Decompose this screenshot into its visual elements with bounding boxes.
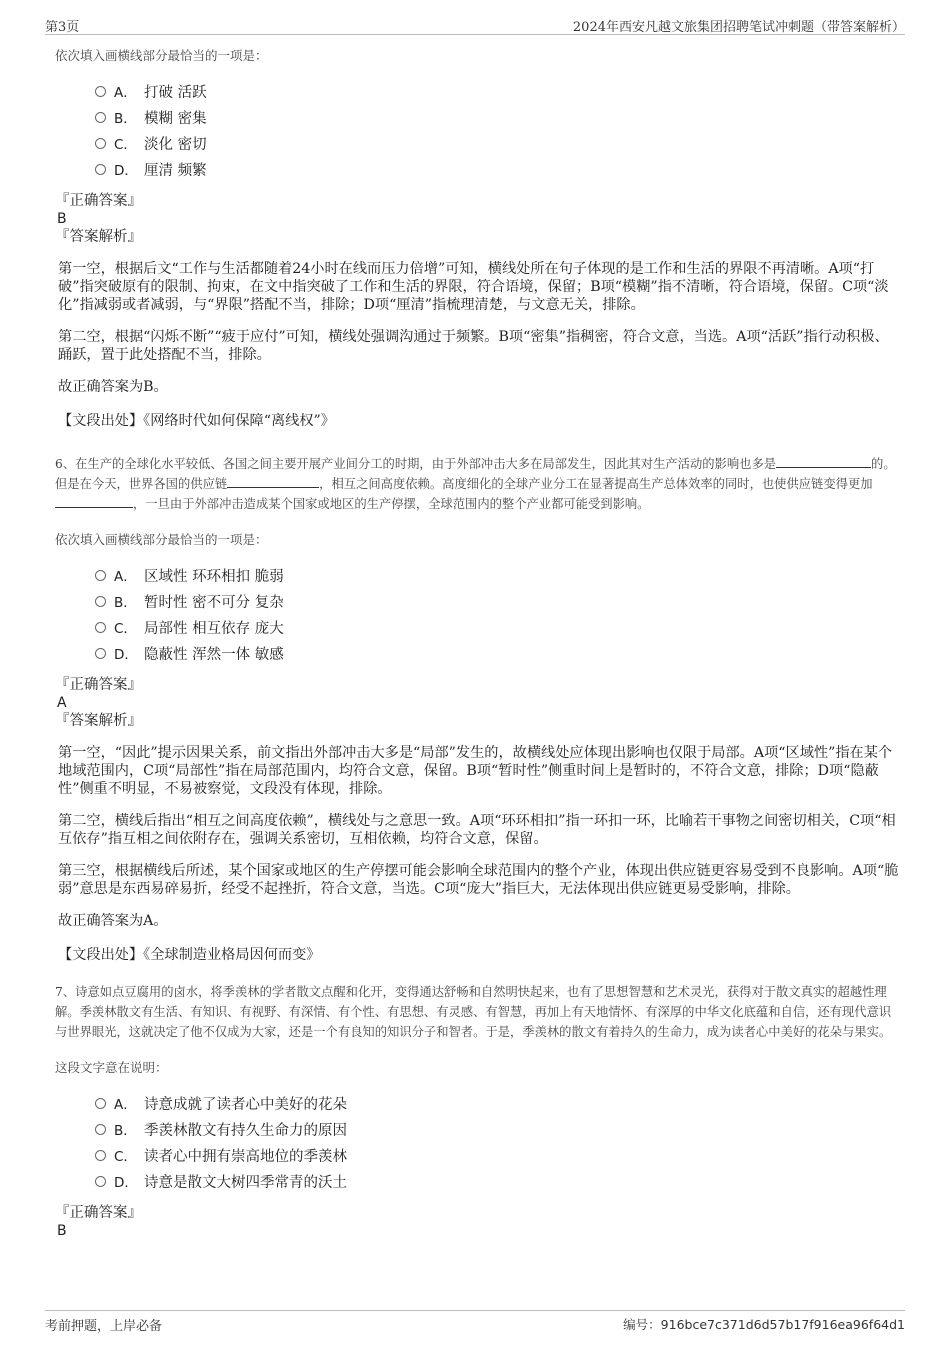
q5-analysis-1: 第一空，根据后文“工作与生活都随着24小时在线而压力倍增”可知，横线处所在句子体现的是工作和生活的界限不再清晰。A项“打破”指突破原有的限制、拘束，在文中指突破了工作和生活的界限，符合语境，保留；B项“模糊”指不清晰，符合语境，保留。C项“淡化”指减弱或者减弱，与“界限”搭配不当，排除；D项“厘清”指梳理清楚，与文意无关，排除。 xyxy=(58,261,889,313)
footer-slogan: 考前押题，上岸必备 xyxy=(45,1319,163,1334)
q7-answer-label: 『正确答案』 xyxy=(55,1205,142,1221)
q7-prompt: 这段文字意在说明： xyxy=(55,1060,168,1075)
q5-answer: B xyxy=(57,211,67,227)
page-number: 第3页 xyxy=(45,20,80,35)
q7-options xyxy=(95,1092,900,1196)
q5-option-b[interactable]: B． 模糊 密集 xyxy=(95,106,900,132)
radio-icon[interactable] xyxy=(95,570,106,581)
page-footer xyxy=(45,1310,905,1333)
radio-icon[interactable] xyxy=(95,1150,106,1161)
q7-stem: 7、诗意如点豆腐用的卤水，将季羡林的学者散文点醒和化开，变得通达舒畅和自然明快起来，也有了思想智慧和艺术灵光，获得对于散文真实的超越性理解。季羡林散文有生活、有知识、有视野、有深情、有个性、有思想、有灵感、有智慧，再加上有天地情怀、有深厚的中华文化底蕴和自信，还有现代意识与世界眼光，这就决定了他不仅成为大家，还是一个有良知的知识分子和智者。于是，季羡林的散文有着持久的生命力，成为读者心中美好的花朵与果实。 xyxy=(55,985,892,1039)
radio-icon[interactable] xyxy=(95,1124,106,1135)
q6-answer: A xyxy=(57,695,67,711)
q7-option-c[interactable]: C． 读者心中拥有崇高地位的季羡林 xyxy=(95,1144,900,1170)
q5-option-a[interactable]: A． 打破 活跃 xyxy=(95,80,900,106)
q6-analysis-4: 故正确答案为A。 xyxy=(58,913,168,929)
q6-options xyxy=(95,564,900,668)
q5-analysis-3: 故正确答案为B。 xyxy=(58,379,168,395)
q5-option-d[interactable]: D． 厘清 频繁 xyxy=(95,158,900,184)
q6-analysis-1: 第一空，“因此”提示因果关系，前文指出外部冲击大多是“局部”发生的，故横线处应体现出影响也仅限于局部。A项“区域性”指在某个地域范围内，C项“局部性”指在局部范围内，均符合文意，保留。B项“暂时性”侧重时间上是暂时的，不符合文意，排除；D项“隐蔽性”侧重不明显，不易被察觉，文段没有体现，排除。 xyxy=(58,745,893,797)
q7-option-d[interactable]: D． 诗意是散文大树四季常青的沃土 xyxy=(95,1170,900,1196)
q5-answer-label: 『正确答案』 xyxy=(55,193,142,209)
q5-analysis-label: 『答案解析』 xyxy=(55,229,142,245)
q7-answer: B xyxy=(57,1223,67,1239)
blank-line xyxy=(776,455,871,468)
q5-analysis-2: 第二空，根据“闪烁不断”“疲于应付”可知，横线处强调沟通过于频繁。B项“密集”指稠密，符合文意，当选。A项“活跃”指行动积极、踊跃，置于此处搭配不当，排除。 xyxy=(58,329,889,363)
q6-analysis-3: 第三空，根据横线后所述，某个国家或地区的生产停摆可能会影响全球范围内的整个产业，体现出供应链更容易受到不良影响。A项“脆弱”意思是东西易碎易折，经受不起挫折，符合文意，当选。C项“庞大”指巨大，无法体现出供应链更易受影响，排除。 xyxy=(58,863,899,897)
radio-icon[interactable] xyxy=(95,622,106,633)
footer-code-value: 916bce7c371d6d57b17f916ea96f64d1 xyxy=(660,1317,905,1332)
radio-icon[interactable] xyxy=(95,648,106,659)
q5-prompt: 依次填入画横线部分最恰当的一项是： xyxy=(55,48,268,63)
document-title: 2024年西安凡越文旅集团招聘笔试冲刺题（带答案解析） xyxy=(572,20,905,35)
radio-icon[interactable] xyxy=(95,164,106,175)
radio-icon[interactable] xyxy=(95,112,106,123)
blank-line xyxy=(227,475,319,488)
q7-option-b[interactable]: B． 季羡林散文有持久生命力的原因 xyxy=(95,1118,900,1144)
q6-option-d[interactable]: D． 隐蔽性 浑然一体 敏感 xyxy=(95,642,900,668)
q6-option-a[interactable]: A． 区域性 环环相扣 脆弱 xyxy=(95,564,900,590)
q6-source: 【文段出处】《全球制造业格局因何而变》 xyxy=(58,947,321,963)
q5-source: 【文段出处】《网络时代如何保障“离线权”》 xyxy=(58,413,335,429)
footer-code-label: 编号： xyxy=(623,1317,661,1332)
q6-option-b[interactable]: B． 暂时性 密不可分 复杂 xyxy=(95,590,900,616)
footer-code xyxy=(623,1315,905,1333)
q6-stem: 6、在生产的全球化水平较低、各国之间主要开展产业间分工的时期，由于外部冲击大多在局部发生，因此其对生产活动的影响也多是 的。但是在今天，世界各国的供应链 ，相互之间高度依赖。高度细化的全球产业分工在显著提高生产总体效率的同时，也使供应链变得更加，一旦由于外部冲击造成某个国家或地区的生产停摆，全球范围内的整个产业都可能受到影响。 xyxy=(55,457,896,511)
q6-analysis-2: 第二空，横线后指出“相互之间高度依赖”，横线处与之意思一致。A项“环环相扣”指一环扣一环，比喻若干事物之间密切相关，C项“相互依存”指互相之间依附存在，强调关系密切，互相依赖，均符合文意，保留。 xyxy=(58,813,896,847)
radio-icon[interactable] xyxy=(95,596,106,607)
radio-icon[interactable] xyxy=(95,1176,106,1187)
page-header xyxy=(45,14,905,35)
radio-icon[interactable] xyxy=(95,138,106,149)
q5-options xyxy=(95,80,900,184)
q6-option-c[interactable]: C． 局部性 相互依存 庞大 xyxy=(95,616,900,642)
q6-prompt: 依次填入画横线部分最恰当的一项是： xyxy=(55,532,268,547)
q6-analysis-label: 『答案解析』 xyxy=(55,713,142,729)
q5-option-c[interactable]: C． 淡化 密切 xyxy=(95,132,900,158)
page-content xyxy=(55,46,900,1240)
radio-icon[interactable] xyxy=(95,86,106,97)
q6-answer-label: 『正确答案』 xyxy=(55,677,142,693)
radio-icon[interactable] xyxy=(95,1098,106,1109)
q7-option-a[interactable]: A． 诗意成就了读者心中美好的花朵 xyxy=(95,1092,900,1118)
blank-line xyxy=(55,495,133,508)
